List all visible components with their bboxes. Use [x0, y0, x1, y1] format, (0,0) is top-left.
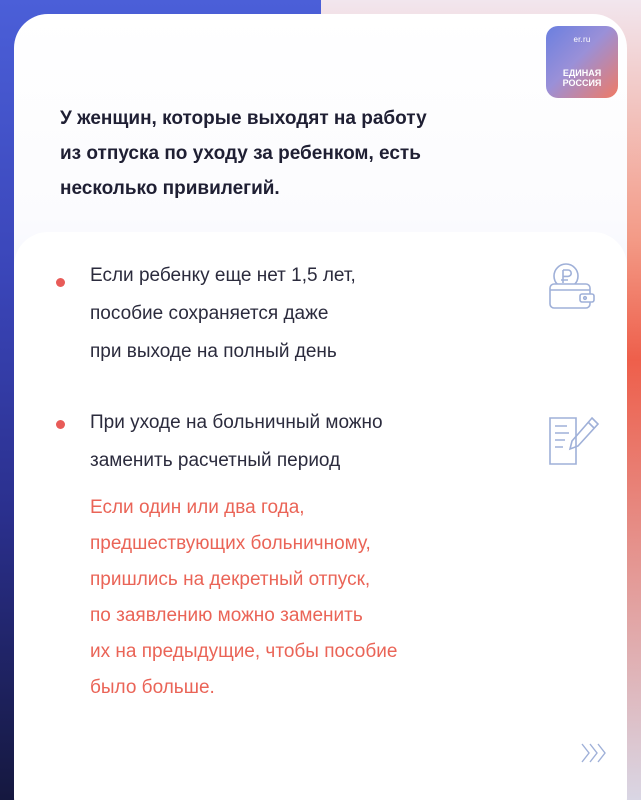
- page-title: У женщин, которые выходят на работу из отпуска по уходу за ребенком, есть несколько привилегий.: [60, 108, 427, 199]
- bullet-1: [56, 278, 65, 287]
- chevrons-right-icon[interactable]: [578, 740, 608, 771]
- note-text: Если один или два года, предшествующих больничному, пришлись на декретный отпуск, по заявлению можно заменить их на предыдущие, чтобы пособие было больше.: [90, 497, 398, 698]
- logo-name-line2: РОССИЯ: [562, 78, 602, 88]
- logo-name: [550, 68, 614, 88]
- logo-name-line1: ЕДИНАЯ: [562, 68, 602, 78]
- bullet-2: [56, 420, 65, 429]
- item-1-text: Если ребенку еще нет 1,5 лет, пособие сохраняется даже при выходе на полный день: [90, 265, 356, 362]
- document-pen-icon: [544, 412, 606, 475]
- item-2-text: При уходе на больничный можно заменить расчетный период: [90, 412, 383, 471]
- logo: [546, 26, 618, 98]
- wallet-ruble-icon: [544, 260, 606, 321]
- logo-url: er.ru: [573, 35, 591, 44]
